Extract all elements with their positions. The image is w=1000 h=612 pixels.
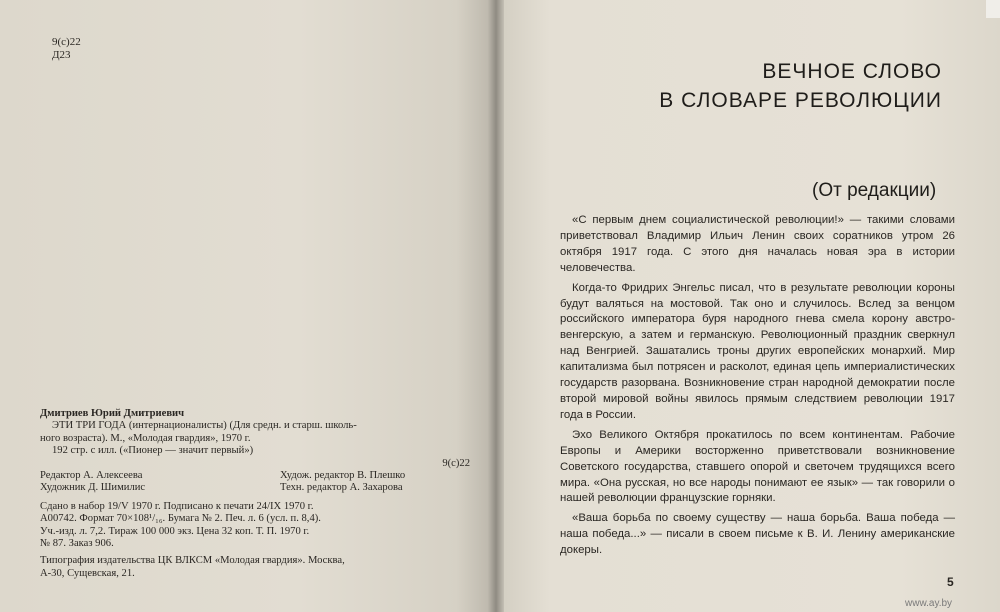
imprint-artist: Художник Д. Шимилис xyxy=(40,482,146,494)
imprint-printer-line: А-30, Сущевская, 21. xyxy=(40,567,135,579)
paragraph: Эхо Великого Октября прокатилось по всем континентам. Рабочие Европы и Америки восторженно приветствовали возникновение Советского государства, ставшего опорой и светочем трудящихся всего мира. «Она русская, но все народы понимают ее язык» — так говорили о нашей революции французские горняки. xyxy=(560,428,955,505)
imprint-print-line: А00742. Формат 70×108¹/₁₆. Бумага № 2. Печ. л. 6 (усл. п. 8,4). xyxy=(40,513,321,525)
author-sign: Д23 xyxy=(52,49,71,61)
imprint-print-line: Сдано в набор 19/V 1970 г. Подписано к печати 24/IX 1970 г. xyxy=(40,500,314,512)
imprint-art-editor: Худож. редактор В. Плешко xyxy=(280,470,406,482)
imprint-tech-editor: Техн. редактор А. Захарова xyxy=(280,482,403,494)
editorial-text xyxy=(560,213,955,559)
imprint-editor: Редактор А. Алексеева xyxy=(40,470,143,482)
imprint-artists-row xyxy=(40,482,470,494)
chapter-title-line-2: В СЛОВАРЕ РЕВОЛЮЦИИ xyxy=(659,89,942,112)
book-gutter xyxy=(488,0,504,612)
left-page xyxy=(0,0,496,612)
classification-code: 9(с)22 xyxy=(52,36,81,48)
imprint-description-line: ного возраста). М., «Молодая гвардия», 1970 г. xyxy=(40,432,251,444)
imprint-print-line: № 87. Заказ 906. xyxy=(40,538,114,550)
page-number: 5 xyxy=(947,575,954,589)
paragraph: Когда-то Фридрих Энгельс писал, что в результате революции короны будут валяться на мостовой. Так оно и случилось. Вслед за венцом российского императора буря народного гнева смела корону австро-венгерскую, а затем и германскую. Революционный праздник сверкнул над Венгрией. Зашатались троны других европейских монархий. Мир капитализма был потрясен и расколот, единая цепь империалистических государств разорвана. Возникновение стран народной демократии после второй мировой войны явилось прямым следствием революции 1917 года в России. xyxy=(560,281,955,421)
imprint-author: Дмитриев Юрий Дмитриевич xyxy=(40,408,185,419)
paragraph: «С первым днем социалистической революции!» — такими словами приветствовал Владимир Ильич Ленин своих соратников утром 26 октября 1917 года. С этого дня началась новая эра в истории человечества. xyxy=(560,214,955,274)
imprint-description-line: ЭТИ ТРИ ГОДА (интернационалисты) (Для средн. и старш. школь- xyxy=(52,420,357,432)
imprint-description-line: 192 стр. с илл. («Пионер — значит первый») xyxy=(52,445,254,457)
watermark: www.ay.by xyxy=(905,598,953,609)
chapter-title-line-1: ВЕЧНОЕ СЛОВО xyxy=(762,60,942,83)
imprint-block xyxy=(40,408,470,580)
paragraph: «Ваша борьба по своему существу — наша борьба. Ваша победа — наша победа...» — писали в своем письме к В. И. Ленину американские докеры. xyxy=(560,512,955,557)
page-edge xyxy=(986,0,1000,18)
chapter-subtitle: (От редакции) xyxy=(812,180,937,201)
imprint-class-code: 9(с)22 xyxy=(442,457,470,469)
imprint-editors-row xyxy=(40,470,470,482)
imprint-printer-line: Типография издательства ЦК ВЛКСМ «Молодая гвардия». Москва, xyxy=(40,555,345,567)
imprint-print-line: Уч.-изд. л. 7,2. Тираж 100 000 экз. Цена 32 коп. Т. П. 1970 г. xyxy=(40,525,310,537)
